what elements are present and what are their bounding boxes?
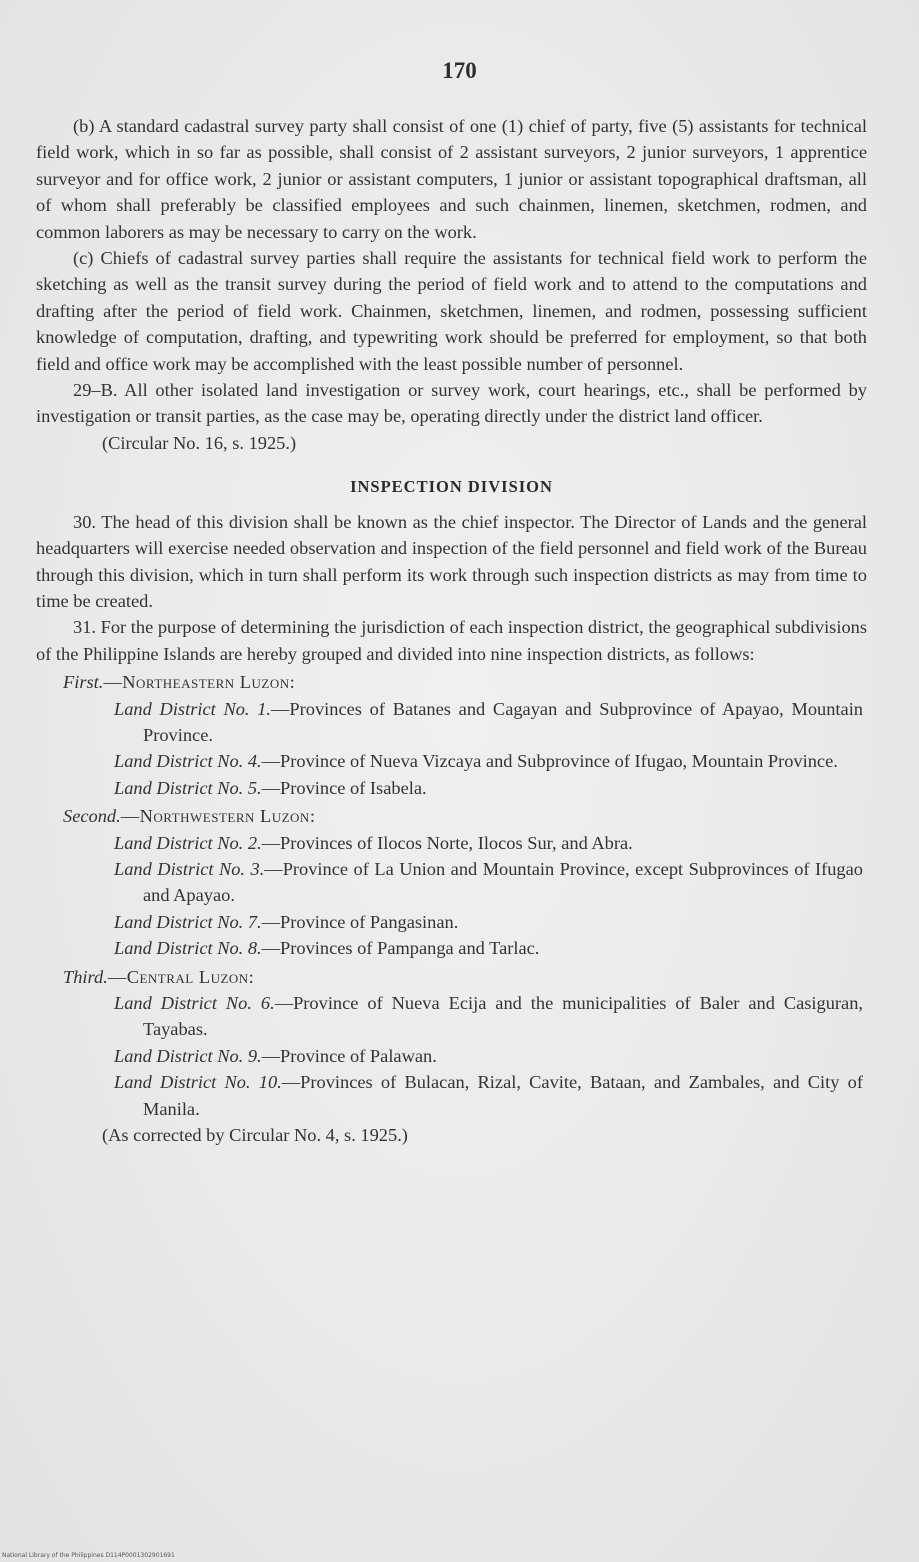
entry-text: —Province of Isabela. (261, 777, 427, 798)
district-region: —Northwestern Luzon: (120, 806, 316, 827)
circular-reference: (Circular No. 16, s. 1925.) (102, 432, 297, 453)
district-entry (36, 696, 867, 749)
entry-text: —Province of Palawan. (261, 1045, 437, 1066)
paragraph-b: (b) A standard cadastral survey party shall consist of one (1) chief of party, five (5) assistants for technical field work, which in so far as possible, shall consist of 2 assistant surveyors, 2 junior surveyors, 1 apprentice surveyor and for office work, 2 junior or assistant computers, 1 junior or assistant topographical draftsman, all of whom shall preferably be classified employees and such chainmen, linemen, sketchmen, rodmen, and common laborers as may be necessary to carry on the work. (36, 116, 867, 242)
entry-text: —Provinces of Pampanga and Tarlac. (261, 938, 540, 959)
district-region: —Northeastern Luzon: (103, 672, 296, 693)
district-heading (36, 669, 867, 695)
district-region: —Central Luzon: (107, 966, 255, 987)
page-body (36, 113, 867, 1148)
entry-text: —Provinces of Ilocos Norte, Ilocos Sur, and Abra. (261, 832, 633, 853)
entry-text: —Province of Pangasinan. (261, 911, 459, 932)
entry-text: —Province of Nueva Ecija and the municipalities of Baler and Casiguran, Tayabas. (143, 993, 864, 1040)
correction-note: (As corrected by Circular No. 4, s. 1925.) (102, 1125, 408, 1146)
district-entry (36, 935, 867, 961)
entry-label: Land District No. 8. (114, 938, 262, 959)
district-ordinal: Second. (63, 806, 121, 827)
district-entry (36, 830, 867, 856)
district-ordinal: Third. (63, 966, 108, 987)
district-entry (36, 775, 867, 801)
entry-label: Land District No. 10. (114, 1072, 282, 1093)
paragraph-c: (c) Chiefs of cadastral survey parties shall require the assistants for technical field work to perform the sketching as well as the transit survey during the period of field work and to attend to the computations and drafting after the period of field work. Chainmen, sketchmen, linemen, and rodmen, possessing sufficient knowledge of computation, drafting, and typewriting work should be preferred for employment, so that both field and office work may be accomplished with the least possible number of personnel. (36, 248, 867, 374)
entry-text: —Provinces of Batanes and Cagayan and Subprovince of Apayao, Mountain Province. (143, 698, 863, 745)
entry-text: —Provinces of Bulacan, Rizal, Cavite, Bataan, and Zambales, and City of Manila. (143, 1072, 863, 1119)
entry-label: Land District No. 3. (114, 858, 265, 879)
entry-label: Land District No. 6. (114, 993, 275, 1013)
entry-label: Land District No. 4. (114, 751, 262, 772)
district-heading (36, 964, 867, 990)
entry-text: —Province of La Union and Mountain Province, except Subprovinces of Ifugao and Apayao. (143, 858, 863, 906)
district-entry (36, 748, 867, 774)
entry-label: Land District No. 9. (114, 1045, 262, 1066)
district-entry (36, 1043, 867, 1069)
entry-label: Land District No. 5. (114, 777, 262, 798)
paragraph-29b: 29–B. All other isolated land investigation or survey work, court hearings, etc., shall be performed by investigation or transit parties, as the case may be, operating directly under the district land officer. (36, 380, 867, 427)
district-entry (36, 990, 867, 1043)
district-heading (36, 803, 867, 829)
entry-text: —Province of Nueva Vizcaya and Subprovince of Ifugao, Mountain Province. (261, 751, 838, 772)
entry-label: Land District No. 7. (114, 911, 262, 932)
paragraph-31: 31. For the purpose of determining the jurisdiction of each inspection district, the geographical subdivisions of the Philippine Islands are hereby grouped and divided into nine inspection districts, as follows: (36, 617, 867, 664)
district-entry (36, 909, 867, 935)
paragraph-30: 30. The head of this division shall be known as the chief inspector. The Director of Lands and the general headquarters will exercise needed observation and inspection of the field personnel and field work of the Bureau through this division, which in turn shall perform its work through such inspection districts as may from time to time be created. (36, 511, 867, 611)
district-entry (36, 1069, 867, 1122)
archive-footer: National Library of the Philippines D114P0001302901691 (2, 1552, 175, 1559)
district-entry (36, 856, 867, 909)
page-number: 170 (442, 58, 477, 83)
entry-label: Land District No. 2. (114, 832, 262, 853)
entry-label: Land District No. 1. (114, 698, 272, 719)
district-ordinal: First. (63, 672, 104, 693)
section-heading: INSPECTION DIVISION (350, 477, 553, 497)
